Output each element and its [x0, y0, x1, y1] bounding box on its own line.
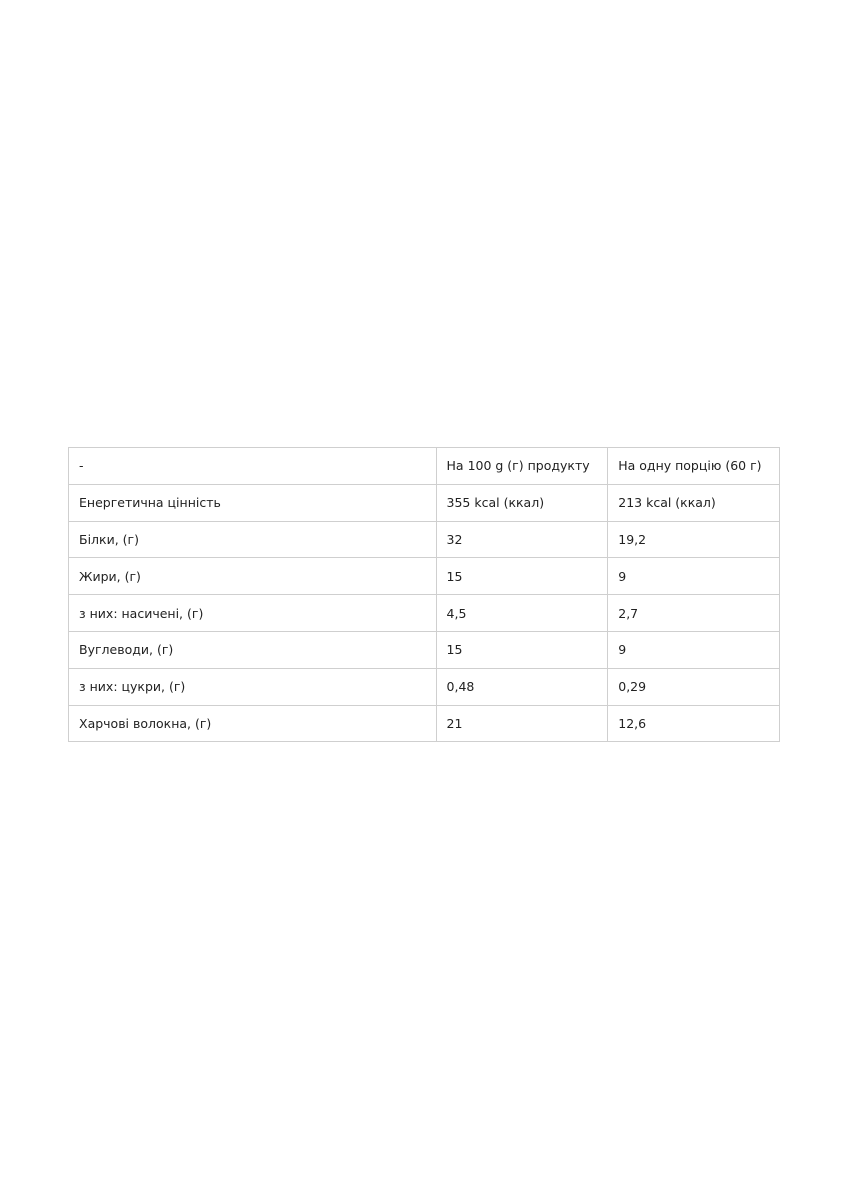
table-row	[69, 558, 780, 595]
row-per-serving-cell: 9	[608, 631, 780, 668]
row-per-serving-cell: 12,6	[608, 705, 780, 742]
table-row	[69, 595, 780, 632]
row-name-cell: Білки, (г)	[69, 521, 437, 558]
table-row	[69, 705, 780, 742]
header-per-serving-cell: На одну порцію (60 г)	[608, 448, 780, 485]
row-name-cell: з них: насичені, (г)	[69, 595, 437, 632]
nutrition-table	[68, 447, 780, 742]
table-row	[69, 521, 780, 558]
row-per-100g-cell: 4,5	[436, 595, 608, 632]
row-name-cell: Жири, (г)	[69, 558, 437, 595]
table-header-row	[69, 448, 780, 485]
row-per-100g-cell: 15	[436, 558, 608, 595]
row-per-100g-cell: 32	[436, 521, 608, 558]
row-per-100g-cell: 21	[436, 705, 608, 742]
row-per-serving-cell: 9	[608, 558, 780, 595]
row-per-serving-cell: 0,29	[608, 668, 780, 705]
row-per-serving-cell: 213 kcal (ккал)	[608, 484, 780, 521]
row-per-100g-cell: 0,48	[436, 668, 608, 705]
row-per-serving-cell: 19,2	[608, 521, 780, 558]
row-name-cell: Вуглеводи, (г)	[69, 631, 437, 668]
header-per-100g-cell: На 100 g (г) продукту	[436, 448, 608, 485]
row-name-cell: з них: цукри, (г)	[69, 668, 437, 705]
row-per-serving-cell: 2,7	[608, 595, 780, 632]
row-name-cell: Харчові волокна, (г)	[69, 705, 437, 742]
header-name-cell: -	[69, 448, 437, 485]
table-row	[69, 631, 780, 668]
row-name-cell: Енергетична цінність	[69, 484, 437, 521]
table-row	[69, 484, 780, 521]
row-per-100g-cell: 15	[436, 631, 608, 668]
row-per-100g-cell: 355 kcal (ккал)	[436, 484, 608, 521]
table-row	[69, 668, 780, 705]
